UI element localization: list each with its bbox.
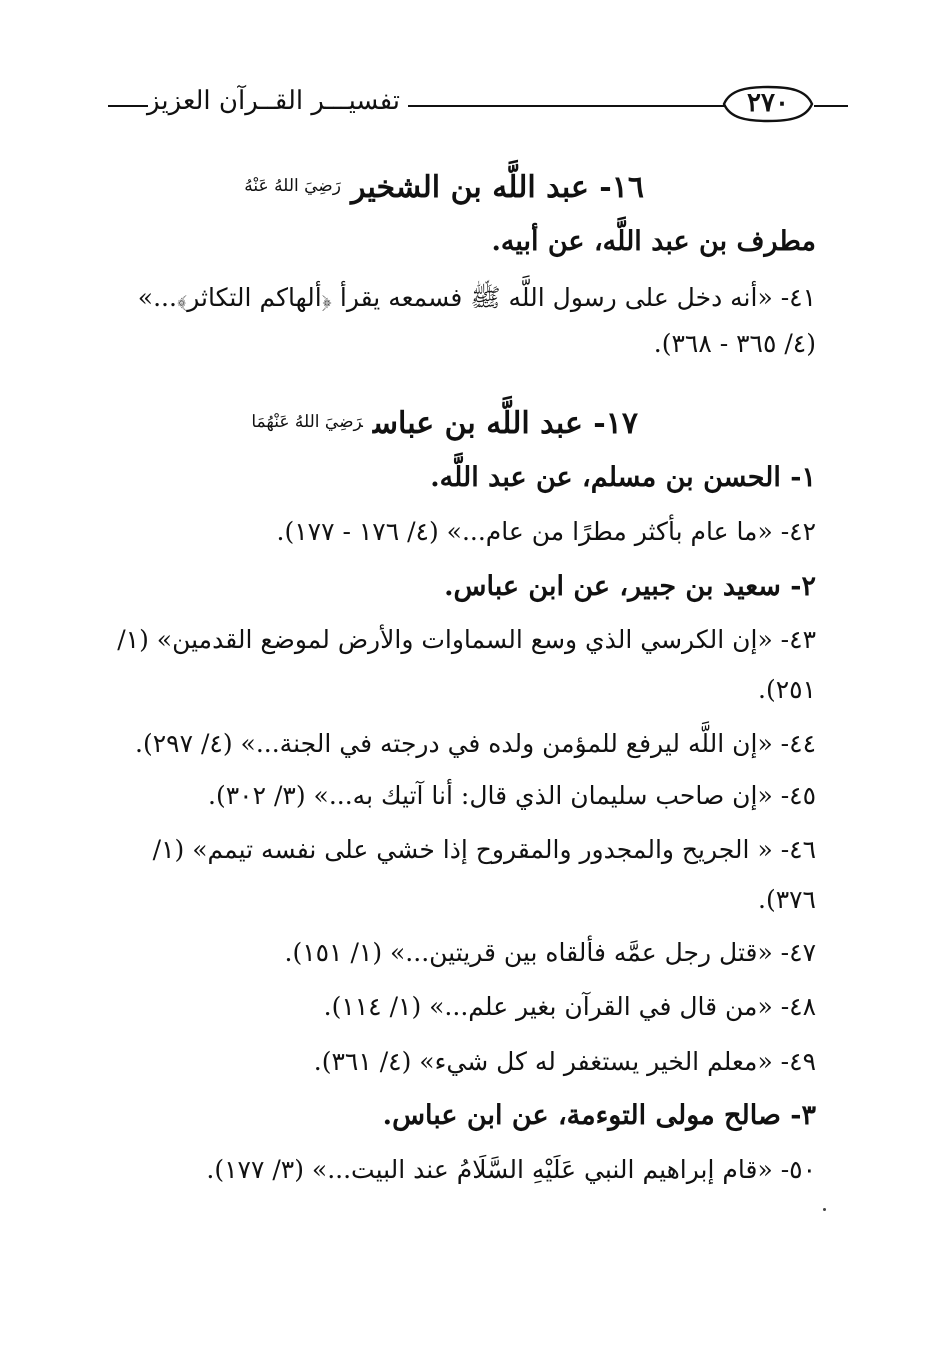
entry-line: ٤٤- «إن اللَّه ليرفع للمؤمن ولده في درجته في الجنة...» (٤/ ٢٩٧). (135, 729, 816, 758)
entry-line: ٤٢- «ما عام بأكثر مطرًا من عام...» (٤/ ١٧٦ - ١٧٧). (276, 517, 816, 546)
entry-line: ٤١- «أنه دخل على رسول اللَّه ﷺ فسمعه يقرأ ﴿ألهاكم التكاثر﴾...» (137, 283, 816, 312)
entry-line: ٤٦- « الجريح والمجدور والمقروح إذا خشي على نفسه تيمم» (١/ (152, 835, 816, 864)
header-rule-middle (408, 105, 726, 107)
header-rule-right (814, 105, 848, 107)
running-title: تفسيـــر القــرآن العزيز (147, 86, 400, 116)
page-header (108, 82, 848, 130)
entry-continuation: ٣٧٦). (758, 885, 816, 914)
section-heading (251, 402, 638, 444)
page-number-frame (720, 84, 816, 124)
honorific-glyph: رَضِيَ اللهُ عَنْهُمَا (251, 412, 363, 432)
entry-line: ٤٨- «من قال في القرآن بغير علم...» (١/ ١١٤). (323, 992, 816, 1021)
isnad-chain: ٣- صالح مولى التوءمة، عن ابن عباس. (382, 1100, 816, 1131)
section-heading (244, 166, 644, 208)
isnad-chain: ١- الحسن بن مسلم، عن عبد اللَّه. (430, 462, 816, 493)
isnad-chain: ٢- سعيد بن جبير، عن ابن عباس. (444, 571, 816, 602)
header-rule-left (108, 105, 148, 107)
entry-line: ٤٩- «معلم الخير يستغفر له كل شيء» (٤/ ٣٦١). (313, 1047, 816, 1076)
isnad-chain: مطرف بن عبد اللَّه، عن أبيه. (491, 226, 816, 257)
entry-line: ٤٧- «قتل رجل عمَّه فألقاه بين قريتين...» (١/ ١٥١). (284, 938, 816, 967)
section-heading-text: ١٧- عبد اللَّه بن عباس (372, 406, 638, 441)
entry-continuation: ٢٥١). (758, 675, 816, 704)
scan-speck (823, 1208, 826, 1211)
entry-continuation: (٤/ ٣٦٥ - ٣٦٨). (653, 329, 816, 358)
entry-line: ٥٠- «قام إبراهيم النبي عَلَيْهِ السَّلَامُ عند البيت...» (٣/ ١٧٧). (206, 1155, 816, 1184)
section-heading-text: ١٦- عبد اللَّه بن الشخير (350, 170, 644, 205)
entry-line: ٤٣- «إن الكرسي الذي وسع السماوات والأرض لموضع القدمين» (١/ (117, 625, 816, 654)
entry-line: ٤٥- «إن صاحب سليمان الذي قال: أنا آتيك به...» (٣/ ٣٠٢). (208, 781, 816, 810)
page-number: ٢٧٠ (747, 88, 789, 118)
honorific-glyph: رَضِيَ اللهُ عَنْهُ (244, 176, 341, 196)
